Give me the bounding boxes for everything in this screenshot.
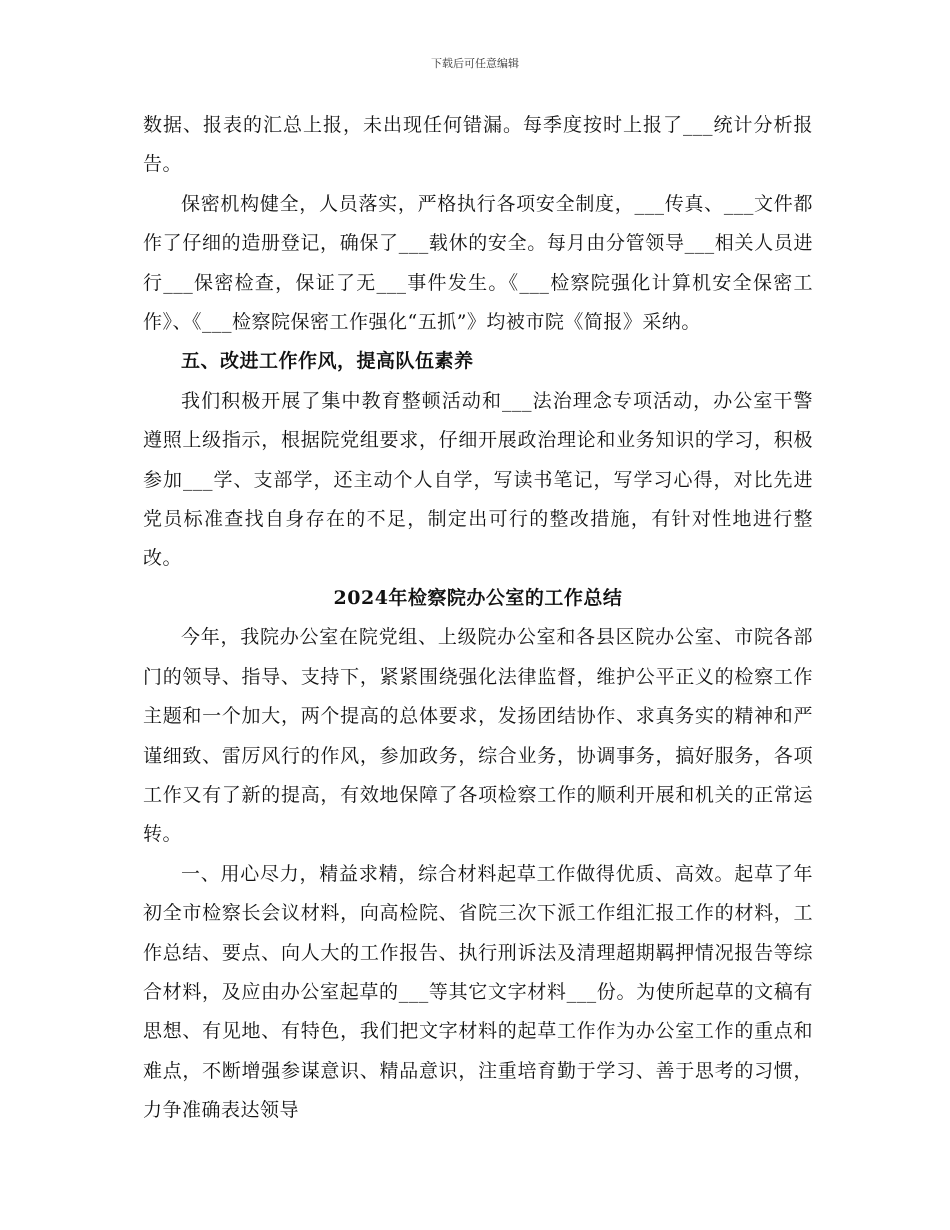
paragraph-education: 我们积极开展了集中教育整顿活动和___法治理念专项活动，办公室干警遵照上级指示，根据院党组要求，仔细开展政治理论和业务知识的学习，积极参加___学、支部学，还主动个人自学，写读书笔记，写学习心得，对比先进党员标准查找自身存在的不足，制定出可行的整改措施，有针对性地进行整改。 [143, 389, 813, 570]
paragraph-section-one: 一、用心尽力，精益求精，综合材料起草工作做得优质、高效。起草了年初全市检察长会议材料，向高检院、省院三次下派工作组汇报工作的材料，工作总结、要点、向人大的工作报告、执行刑诉法及清理超期羁押情况报告等综合材料，及应由办公室起草的___等其它文字材料___份。为使所起草的文稿有思想、有见地、有特色，我们把文字材料的起草工作作为办公室工作的重点和难点，不断增强参谋意识、精品意识，注重培育勤于学习、善于思考的习惯，力争准确表达领导 [143, 862, 813, 1122]
paragraph-confidentiality: 保密机构健全，人员落实，严格执行各项安全制度，___传真、___文件都作了仔细的造册登记，确保了___载休的安全。每月由分管领导___相关人员进行___保密检查，保证了无___事件发生。《___检察院强化计算机安全保密工作》、《___检察院保密工作强化“五抓”》均被市院《简报》采纳。 [143, 192, 813, 334]
paragraph-data-reporting: 数据、报表的汇总上报，未出现任何错漏。每季度按时上报了___统计分析报告。 [143, 114, 813, 176]
section-heading-five: 五、改进工作作风，提高队伍素养 [181, 350, 474, 373]
document-title: 2024年检察院办公室的工作总结 [333, 586, 623, 609]
document-body [143, 106, 813, 1131]
page-header-note: 下载后可任意编辑 [431, 57, 519, 70]
paragraph-intro: 今年，我院办公室在院党组、上级院办公室和各县区院办公室、市院各部门的领导、指导、支持下，紧紧围绕强化法律监督，维护公平正义的检察工作主题和一个加大，两个提高的总体要求，发扬团结协作、求真务实的精神和严谨细致、雷厉风行的作风，参加政务，综合业务，协调事务，搞好服务，各项工作又有了新的提高，有效地保障了各项检察工作的顺利开展和机关的正常运转。 [143, 626, 813, 846]
